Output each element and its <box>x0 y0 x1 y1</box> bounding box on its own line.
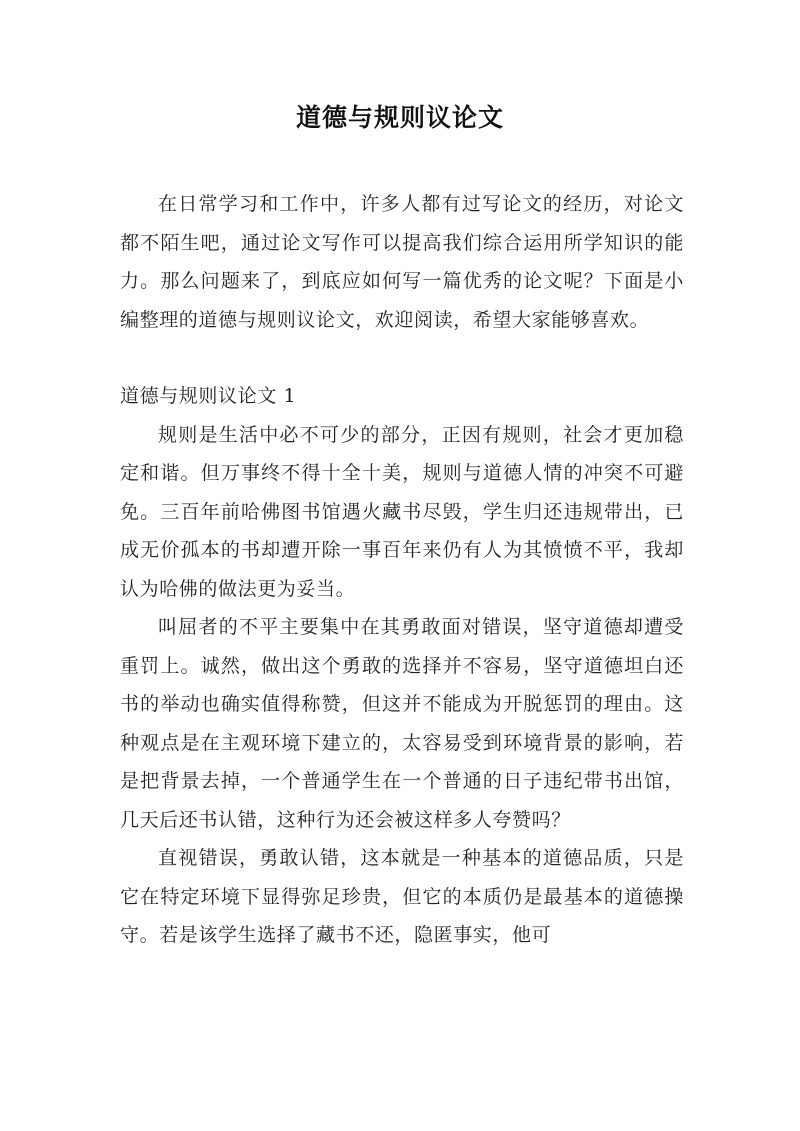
section-heading: 道德与规则议论文 1 <box>120 385 297 407</box>
intro-paragraph: 在日常学习和工作中，许多人都有过写论文的经历，对论文都不陌生吧，通过论文写作可以提高我们综合运用所学知识的能力。那么问题来了，到底应如何写一篇优秀的论文呢？下面是小编整理的道德与规则议论文，欢迎阅读，希望大家能够喜欢。 <box>120 193 684 331</box>
paragraph-spacer <box>120 339 684 377</box>
document-body <box>120 185 684 955</box>
document-title: 道德与规则议论文 <box>295 103 504 132</box>
body-paragraph-2: 叫屈者的不平主要集中在其勇敢面对错误，坚守道德却遭受重罚上。诚然，做出这个勇敢的选择并不容易，坚守道德坦白还书的举动也确实值得称赞，但这并不能成为开脱惩罚的理由。这种观点是在主观环境下建立的，太容易受到环境背景的影响，若是把背景去掉，一个普通学生在一个普通的日子违纪带书出馆，几天后还书认错，这种行为还会被这样多人夸赞吗？ <box>120 616 684 831</box>
body-paragraph-1: 规则是生活中必不可少的部分，正因有规则，社会才更加稳定和谐。但万事终不得十全十美，规则与道德人情的冲突不可避免。三百年前哈佛图书馆遇火藏书尽毁，学生归还违规带出，已成无价孤本的书却遭开除一事百年来仍有人为其愤愤不平，我却认为哈佛的做法更为妥当。 <box>120 423 684 600</box>
body-paragraph-3: 直视错误，勇敢认错，这本就是一种基本的道德品质，只是它在特定环境下显得弥足珍贵，但它的本质仍是最基本的道德操守。若是该学生选择了藏书不还，隐匿事实，他可 <box>120 847 684 946</box>
